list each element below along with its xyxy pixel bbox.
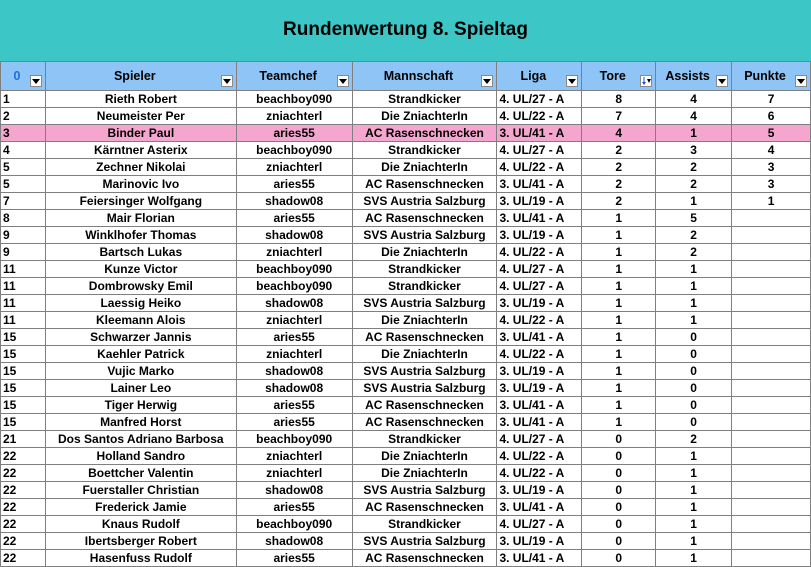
spieler-cell[interactable]: Rieth Robert [45, 91, 236, 108]
tore-cell[interactable]: 1 [582, 210, 656, 227]
mannschaft-cell[interactable]: Die ZniachterIn [352, 448, 497, 465]
sort-descending-icon [642, 77, 651, 86]
table-row [1, 448, 811, 465]
tore-cell[interactable]: 1 [582, 380, 656, 397]
column-header-punkte-label: Punkte [744, 68, 786, 83]
tore-cell[interactable]: 1 [582, 312, 656, 329]
mannschaft-cell[interactable]: SVS Austria Salzburg [352, 380, 497, 397]
punkte-cell[interactable] [732, 482, 811, 499]
rank-cell[interactable]: 4 [1, 142, 46, 159]
spieler-cell[interactable]: Kleemann Alois [45, 312, 236, 329]
header-row [1, 62, 811, 91]
dropdown-arrow-icon [718, 79, 726, 84]
assists-cell[interactable]: 2 [656, 244, 732, 261]
filter-tore-button[interactable] [640, 75, 652, 87]
mannschaft-cell[interactable]: Die ZniachterIn [352, 465, 497, 482]
teamchef-cell[interactable]: aries55 [236, 414, 352, 431]
punkte-cell[interactable]: 5 [732, 125, 811, 142]
mannschaft-cell[interactable]: Die ZniachterIn [352, 312, 497, 329]
tore-cell[interactable]: 8 [582, 91, 656, 108]
column-header-index-label: 0 [13, 68, 21, 83]
liga-cell[interactable]: 3. UL/41 - A [497, 499, 582, 516]
punkte-cell[interactable] [732, 380, 811, 397]
spieler-cell[interactable]: Vujic Marko [45, 363, 236, 380]
teamchef-cell[interactable]: shadow08 [236, 295, 352, 312]
teamchef-cell[interactable]: aries55 [236, 210, 352, 227]
liga-cell[interactable]: 3. UL/19 - A [497, 380, 582, 397]
table-row [1, 482, 811, 499]
tore-cell[interactable]: 1 [582, 329, 656, 346]
spieler-cell[interactable]: Binder Paul [45, 125, 236, 142]
punkte-cell[interactable] [732, 346, 811, 363]
punkte-cell[interactable] [732, 312, 811, 329]
liga-cell[interactable]: 4. UL/27 - A [497, 261, 582, 278]
punkte-cell[interactable] [732, 397, 811, 414]
table-row [1, 346, 811, 363]
assists-cell[interactable]: 1 [656, 533, 732, 550]
mannschaft-cell[interactable]: Die ZniachterIn [352, 108, 497, 125]
spieler-cell[interactable]: Frederick Jamie [45, 499, 236, 516]
standings-table [0, 61, 811, 567]
mannschaft-cell[interactable]: AC Rasenschnecken [352, 397, 497, 414]
tore-cell[interactable]: 2 [582, 193, 656, 210]
column-header-assists-label: Assists [665, 68, 710, 83]
punkte-cell[interactable] [732, 465, 811, 482]
liga-cell[interactable]: 4. UL/22 - A [497, 448, 582, 465]
assists-cell[interactable]: 0 [656, 329, 732, 346]
teamchef-cell[interactable]: aries55 [236, 397, 352, 414]
mannschaft-cell[interactable]: SVS Austria Salzburg [352, 227, 497, 244]
dropdown-arrow-icon [483, 79, 491, 84]
table-row [1, 397, 811, 414]
liga-cell[interactable]: 3. UL/41 - A [497, 210, 582, 227]
teamchef-cell[interactable]: aries55 [236, 125, 352, 142]
column-header-tore-label: Tore [599, 68, 626, 83]
mannschaft-cell[interactable]: AC Rasenschnecken [352, 550, 497, 567]
mannschaft-cell[interactable]: AC Rasenschnecken [352, 329, 497, 346]
tore-cell[interactable]: 0 [582, 516, 656, 533]
table-row [1, 363, 811, 380]
teamchef-cell[interactable]: zniachterl [236, 244, 352, 261]
spieler-cell[interactable]: Marinovic Ivo [45, 176, 236, 193]
rank-cell[interactable]: 15 [1, 346, 46, 363]
tore-cell[interactable]: 0 [582, 499, 656, 516]
liga-cell[interactable]: 3. UL/19 - A [497, 295, 582, 312]
assists-cell[interactable]: 1 [656, 295, 732, 312]
dropdown-arrow-icon [797, 79, 805, 84]
assists-cell[interactable]: 0 [656, 397, 732, 414]
teamchef-cell[interactable]: shadow08 [236, 363, 352, 380]
spieler-cell[interactable]: Feiersinger Wolfgang [45, 193, 236, 210]
rank-cell[interactable]: 22 [1, 482, 46, 499]
punkte-cell[interactable] [732, 210, 811, 227]
column-header-liga [497, 62, 582, 91]
liga-cell[interactable]: 3. UL/19 - A [497, 363, 582, 380]
teamchef-cell[interactable]: beachboy090 [236, 142, 352, 159]
tore-cell[interactable]: 0 [582, 482, 656, 499]
rank-cell[interactable]: 11 [1, 312, 46, 329]
spieler-cell[interactable]: Mair Florian [45, 210, 236, 227]
punkte-cell[interactable] [732, 227, 811, 244]
column-header-teamchef [236, 62, 352, 91]
table-row [1, 227, 811, 244]
rank-cell[interactable]: 11 [1, 278, 46, 295]
rank-cell[interactable]: 22 [1, 516, 46, 533]
liga-cell[interactable]: 4. UL/22 - A [497, 346, 582, 363]
column-header-tore [582, 62, 656, 91]
liga-cell[interactable]: 4. UL/27 - A [497, 431, 582, 448]
punkte-cell[interactable] [732, 295, 811, 312]
punkte-cell[interactable] [732, 499, 811, 516]
tore-cell[interactable]: 2 [582, 159, 656, 176]
column-header-spieler-label: Spieler [113, 68, 156, 83]
rank-cell[interactable]: 22 [1, 550, 46, 567]
assists-cell[interactable]: 3 [656, 142, 732, 159]
table-row [1, 380, 811, 397]
punkte-cell[interactable]: 3 [732, 159, 811, 176]
assists-cell[interactable]: 1 [656, 499, 732, 516]
mannschaft-cell[interactable]: SVS Austria Salzburg [352, 363, 497, 380]
teamchef-cell[interactable]: shadow08 [236, 533, 352, 550]
spieler-cell[interactable]: Laessig Heiko [45, 295, 236, 312]
filter-spieler-button[interactable] [221, 75, 233, 87]
table-row [1, 516, 811, 533]
rank-cell[interactable]: 22 [1, 533, 46, 550]
dropdown-arrow-icon [339, 79, 347, 84]
tore-cell[interactable]: 0 [582, 448, 656, 465]
punkte-cell[interactable]: 6 [732, 108, 811, 125]
column-header-mannschaft-label: Mannschaft [383, 68, 454, 83]
teamchef-cell[interactable]: beachboy090 [236, 516, 352, 533]
table-row [1, 533, 811, 550]
rank-cell[interactable]: 3 [1, 125, 46, 142]
dropdown-arrow-icon [568, 79, 576, 84]
tore-cell[interactable]: 1 [582, 414, 656, 431]
spieler-cell[interactable]: Kunze Victor [45, 261, 236, 278]
table-row [1, 210, 811, 227]
table-row [1, 312, 811, 329]
assists-cell[interactable]: 1 [656, 193, 732, 210]
assists-cell[interactable]: 4 [656, 91, 732, 108]
mannschaft-cell[interactable]: Strandkicker [352, 142, 497, 159]
table-row [1, 261, 811, 278]
rank-cell[interactable]: 15 [1, 363, 46, 380]
table-row [1, 159, 811, 176]
spieler-cell[interactable]: Dombrowsky Emil [45, 278, 236, 295]
table-row [1, 465, 811, 482]
liga-cell[interactable]: 3. UL/19 - A [497, 482, 582, 499]
rank-cell[interactable]: 1 [1, 91, 46, 108]
filter-liga-button[interactable] [566, 75, 578, 87]
table-row [1, 278, 811, 295]
assists-cell[interactable]: 1 [656, 312, 732, 329]
liga-cell[interactable]: 3. UL/41 - A [497, 550, 582, 567]
column-header-mannschaft [352, 62, 497, 91]
tore-cell[interactable]: 0 [582, 431, 656, 448]
rank-cell[interactable]: 5 [1, 176, 46, 193]
rank-cell[interactable]: 8 [1, 210, 46, 227]
liga-cell[interactable]: 3. UL/41 - A [497, 176, 582, 193]
teamchef-cell[interactable]: zniachterl [236, 448, 352, 465]
mannschaft-cell[interactable]: AC Rasenschnecken [352, 210, 497, 227]
spieler-cell[interactable]: Winklhofer Thomas [45, 227, 236, 244]
tore-cell[interactable]: 1 [582, 397, 656, 414]
teamchef-cell[interactable]: shadow08 [236, 193, 352, 210]
teamchef-cell[interactable]: shadow08 [236, 227, 352, 244]
assists-cell[interactable]: 5 [656, 210, 732, 227]
rank-cell[interactable]: 9 [1, 244, 46, 261]
mannschaft-cell[interactable]: SVS Austria Salzburg [352, 533, 497, 550]
punkte-cell[interactable] [732, 278, 811, 295]
table-row [1, 142, 811, 159]
spieler-cell[interactable]: Neumeister Per [45, 108, 236, 125]
filter-punkte-button[interactable] [795, 75, 807, 87]
tore-cell[interactable]: 4 [582, 125, 656, 142]
tore-cell[interactable]: 2 [582, 176, 656, 193]
mannschaft-cell[interactable]: Strandkicker [352, 516, 497, 533]
liga-cell[interactable]: 4. UL/22 - A [497, 465, 582, 482]
table-row [1, 431, 811, 448]
liga-cell[interactable]: 3. UL/41 - A [497, 329, 582, 346]
dropdown-arrow-icon [223, 79, 231, 84]
spieler-cell[interactable]: Ibertsberger Robert [45, 533, 236, 550]
rank-cell[interactable]: 22 [1, 465, 46, 482]
rank-cell[interactable]: 7 [1, 193, 46, 210]
teamchef-cell[interactable]: shadow08 [236, 482, 352, 499]
spieler-cell[interactable]: Boettcher Valentin [45, 465, 236, 482]
rank-cell[interactable]: 21 [1, 431, 46, 448]
tore-cell[interactable]: 7 [582, 108, 656, 125]
assists-cell[interactable]: 1 [656, 448, 732, 465]
assists-cell[interactable]: 1 [656, 465, 732, 482]
table-row [1, 193, 811, 210]
teamchef-cell[interactable]: aries55 [236, 329, 352, 346]
assists-cell[interactable]: 1 [656, 550, 732, 567]
tore-cell[interactable]: 2 [582, 142, 656, 159]
teamchef-cell[interactable]: zniachterl [236, 108, 352, 125]
table-body [1, 91, 811, 567]
liga-cell[interactable]: 3. UL/19 - A [497, 227, 582, 244]
mannschaft-cell[interactable]: SVS Austria Salzburg [352, 482, 497, 499]
punkte-cell[interactable] [732, 363, 811, 380]
teamchef-cell[interactable]: beachboy090 [236, 431, 352, 448]
spieler-cell[interactable]: Tiger Herwig [45, 397, 236, 414]
rank-cell[interactable]: 15 [1, 380, 46, 397]
mannschaft-cell[interactable]: Strandkicker [352, 261, 497, 278]
spieler-cell[interactable]: Kaehler Patrick [45, 346, 236, 363]
liga-cell[interactable]: 4. UL/22 - A [497, 244, 582, 261]
column-header-spieler [45, 62, 236, 91]
liga-cell[interactable]: 4. UL/27 - A [497, 142, 582, 159]
assists-cell[interactable]: 1 [656, 125, 732, 142]
rank-cell[interactable]: 2 [1, 108, 46, 125]
liga-cell[interactable]: 4. UL/27 - A [497, 278, 582, 295]
liga-cell[interactable]: 3. UL/41 - A [497, 397, 582, 414]
teamchef-cell[interactable]: zniachterl [236, 465, 352, 482]
tore-cell[interactable]: 1 [582, 295, 656, 312]
mannschaft-cell[interactable]: AC Rasenschnecken [352, 414, 497, 431]
tore-cell[interactable]: 1 [582, 227, 656, 244]
teamchef-cell[interactable]: beachboy090 [236, 261, 352, 278]
punkte-cell[interactable] [732, 244, 811, 261]
teamchef-cell[interactable]: beachboy090 [236, 278, 352, 295]
punkte-cell[interactable] [732, 261, 811, 278]
liga-cell[interactable]: 3. UL/41 - A [497, 414, 582, 431]
spieler-cell[interactable]: Zechner Nikolai [45, 159, 236, 176]
liga-cell[interactable]: 3. UL/19 - A [497, 193, 582, 210]
table-row [1, 244, 811, 261]
liga-cell[interactable]: 4. UL/27 - A [497, 516, 582, 533]
teamchef-cell[interactable]: zniachterl [236, 159, 352, 176]
column-header-teamchef-label: Teamchef [259, 68, 317, 83]
assists-cell[interactable]: 1 [656, 278, 732, 295]
table-row [1, 176, 811, 193]
rank-cell[interactable]: 22 [1, 448, 46, 465]
table-row [1, 329, 811, 346]
title-bar [0, 0, 811, 61]
mannschaft-cell[interactable]: SVS Austria Salzburg [352, 193, 497, 210]
assists-cell[interactable]: 1 [656, 516, 732, 533]
spieler-cell[interactable]: Kärntner Asterix [45, 142, 236, 159]
column-header-punkte [732, 62, 811, 91]
assists-cell[interactable]: 0 [656, 414, 732, 431]
liga-cell[interactable]: 4. UL/27 - A [497, 91, 582, 108]
tore-cell[interactable]: 1 [582, 261, 656, 278]
mannschaft-cell[interactable]: Die ZniachterIn [352, 159, 497, 176]
teamchef-cell[interactable]: zniachterl [236, 312, 352, 329]
tore-cell[interactable]: 1 [582, 363, 656, 380]
spieler-cell[interactable]: Dos Santos Adriano Barbosa [45, 431, 236, 448]
table-row [1, 125, 811, 142]
liga-cell[interactable]: 4. UL/22 - A [497, 312, 582, 329]
rank-cell[interactable]: 22 [1, 499, 46, 516]
column-header-index [1, 62, 46, 91]
spieler-cell[interactable]: Fuerstaller Christian [45, 482, 236, 499]
spieler-cell[interactable]: Knaus Rudolf [45, 516, 236, 533]
mannschaft-cell[interactable]: AC Rasenschnecken [352, 125, 497, 142]
liga-cell[interactable]: 4. UL/22 - A [497, 108, 582, 125]
filter-index-button[interactable] [30, 75, 42, 87]
tore-cell[interactable]: 1 [582, 244, 656, 261]
rank-cell[interactable]: 9 [1, 227, 46, 244]
spieler-cell[interactable]: Schwarzer Jannis [45, 329, 236, 346]
spieler-cell[interactable]: Manfred Horst [45, 414, 236, 431]
rank-cell[interactable]: 15 [1, 397, 46, 414]
assists-cell[interactable]: 0 [656, 380, 732, 397]
mannschaft-cell[interactable]: Die ZniachterIn [352, 346, 497, 363]
filter-teamchef-button[interactable] [337, 75, 349, 87]
mannschaft-cell[interactable]: Strandkicker [352, 278, 497, 295]
punkte-cell[interactable] [732, 550, 811, 567]
table-row [1, 499, 811, 516]
assists-cell[interactable]: 2 [656, 431, 732, 448]
rank-cell[interactable]: 15 [1, 329, 46, 346]
tore-cell[interactable]: 0 [582, 550, 656, 567]
page-title: Rundenwertung 8. Spieltag [283, 18, 528, 40]
teamchef-cell[interactable]: shadow08 [236, 380, 352, 397]
assists-cell[interactable]: 1 [656, 261, 732, 278]
table-row [1, 414, 811, 431]
tore-cell[interactable]: 0 [582, 465, 656, 482]
mannschaft-cell[interactable]: Die ZniachterIn [352, 244, 497, 261]
tore-cell[interactable]: 1 [582, 278, 656, 295]
teamchef-cell[interactable]: aries55 [236, 499, 352, 516]
mannschaft-cell[interactable]: AC Rasenschnecken [352, 499, 497, 516]
rank-cell[interactable]: 5 [1, 159, 46, 176]
table-row [1, 550, 811, 567]
spieler-cell[interactable]: Lainer Leo [45, 380, 236, 397]
punkte-cell[interactable] [732, 533, 811, 550]
mannschaft-cell[interactable]: Strandkicker [352, 91, 497, 108]
teamchef-cell[interactable]: beachboy090 [236, 91, 352, 108]
punkte-cell[interactable] [732, 516, 811, 533]
rank-cell[interactable]: 11 [1, 295, 46, 312]
punkte-cell[interactable] [732, 414, 811, 431]
assists-cell[interactable]: 0 [656, 346, 732, 363]
dropdown-arrow-icon [32, 79, 40, 84]
teamchef-cell[interactable]: zniachterl [236, 346, 352, 363]
column-header-liga-label: Liga [520, 68, 547, 83]
table-row [1, 91, 811, 108]
assists-cell[interactable]: 4 [656, 108, 732, 125]
liga-cell[interactable]: 4. UL/22 - A [497, 159, 582, 176]
spieler-cell[interactable]: Holland Sandro [45, 448, 236, 465]
rank-cell[interactable]: 11 [1, 261, 46, 278]
mannschaft-cell[interactable]: AC Rasenschnecken [352, 176, 497, 193]
assists-cell[interactable]: 0 [656, 363, 732, 380]
punkte-cell[interactable]: 3 [732, 176, 811, 193]
filter-mannschaft-button[interactable] [481, 75, 493, 87]
punkte-cell[interactable] [732, 448, 811, 465]
rank-cell[interactable]: 15 [1, 414, 46, 431]
filter-assists-button[interactable] [716, 75, 728, 87]
mannschaft-cell[interactable]: SVS Austria Salzburg [352, 295, 497, 312]
punkte-cell[interactable]: 1 [732, 193, 811, 210]
liga-cell[interactable]: 3. UL/41 - A [497, 125, 582, 142]
punkte-cell[interactable] [732, 431, 811, 448]
tore-cell[interactable]: 1 [582, 346, 656, 363]
teamchef-cell[interactable]: aries55 [236, 176, 352, 193]
assists-cell[interactable]: 2 [656, 176, 732, 193]
mannschaft-cell[interactable]: Strandkicker [352, 431, 497, 448]
punkte-cell[interactable]: 7 [732, 91, 811, 108]
spieler-cell[interactable]: Bartsch Lukas [45, 244, 236, 261]
assists-cell[interactable]: 2 [656, 159, 732, 176]
punkte-cell[interactable] [732, 329, 811, 346]
column-header-assists [656, 62, 732, 91]
spieler-cell[interactable]: Hasenfuss Rudolf [45, 550, 236, 567]
liga-cell[interactable]: 3. UL/19 - A [497, 533, 582, 550]
tore-cell[interactable]: 0 [582, 533, 656, 550]
table-row [1, 108, 811, 125]
assists-cell[interactable]: 1 [656, 482, 732, 499]
assists-cell[interactable]: 2 [656, 227, 732, 244]
punkte-cell[interactable]: 4 [732, 142, 811, 159]
teamchef-cell[interactable]: aries55 [236, 550, 352, 567]
table-row [1, 295, 811, 312]
